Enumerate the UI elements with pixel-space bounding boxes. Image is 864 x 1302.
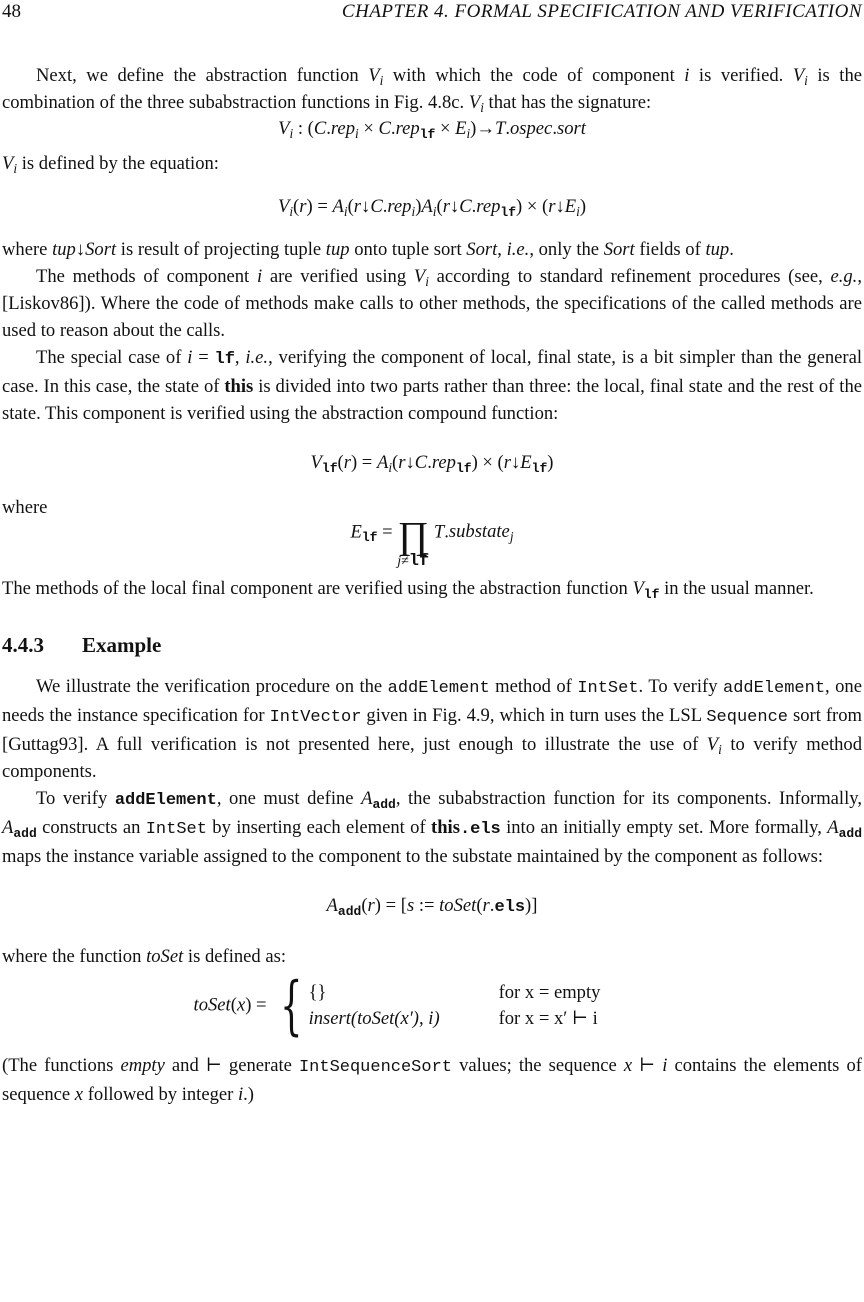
paragraph-example-intro: We illustrate the verification procedure on the addElement method of IntSet. To verify addElement, one needs the instance specification for IntVector given in Fig. 4.9, which in turn uses the LSL Sequence sort from [Guttag93]. A full verification is not presented here, just enough to illustrate the use of $V_i$ to verify method components. (2, 676, 863, 782)
paragraph-where: where (2, 497, 48, 518)
paragraph-abstraction-function: Next, we define the abstraction function $V_i$ with which the code of component i is verified. $V_i$ is the combination of the three subabstraction functions in Fig. 4.8c. $V_i$ that has the signature: (2, 65, 863, 115)
paragraph-projection: where tup↓Sort is result of projecting tuple tup onto tuple sort Sort, i.e., only the Sort fields of tup. (2, 239, 734, 260)
equation-toset-cases: toSet(x) = { {} for x = empty insert(toSet(x′), i) for x = x′ ⊢ i (2, 978, 862, 1034)
section-number: 4.4.3 (2, 633, 44, 657)
left-brace: { (280, 969, 303, 1043)
paragraph-methods-verified: The methods of component i are verified using $V_i$ according to standard refinement procedures (see, e.g., [Liskov86]). Where the code of methods make calls to other methods, the specifications of the called methods are used to reason about the calls. (2, 266, 862, 341)
equation-vi: $V_i(r)$ = $A_i(r↓C.rep_i)A_i(r↓C.rep_{lf})$ × $(r↓E_i)$ (277, 196, 587, 220)
cases-table: {} for x = empty insert(toSet(x′), i) for x = x′ ⊢ i (308, 982, 601, 1029)
paragraph-local-final-methods: The methods of the local final component are verified using the abstraction function $V_{lf}$ in the usual manner. (2, 578, 814, 602)
paragraph-defined-by: $V_i$ is defined by the equation: (2, 153, 219, 176)
equation-elf-product: $E_{lf}$ = ∏ j≠lf T.substate$_j$ (350, 515, 514, 571)
chapter-title: CHAPTER 4. FORMAL SPECIFICATION AND VERIFICATION (341, 1, 862, 22)
equation-vlf: $V_{lf}(r)$ = $A_i(r↓C.rep_{lf})$ × $(r↓E_{lf})$ (310, 452, 554, 476)
section-heading (2, 632, 862, 659)
section-title: Example (82, 633, 162, 657)
equation-signature: $V_i$ : $(C.rep_i \times C.rep_{lf} \times E_i)\to T.ospec.sort$ (278, 118, 586, 142)
paragraph-special-case: The special case of i = lf, i.e., verifying the component of local, final state, is a bit simpler than the general case. In this case, the state of this is divided into two parts rather than three: the local, final state and the rest of the state. This component is verified using the abstraction compound function: (2, 347, 863, 424)
paragraph-toset-defined: where the function toSet is defined as: (2, 946, 287, 967)
equation-aadd: $A_{add}(r) = [s$ := toSet(r.els)] (326, 895, 538, 919)
paragraph-define-aadd: To verify addElement, one must define $A_{add}$, the subabstraction function for its components. Informally, $A_{add}$ constructs an IntSet by inserting each element of this.els into an initially empty set. More formally, $A_{add}$ maps the instance variable assigned to the component to the substate maintained by the component as follows: (2, 788, 863, 867)
product-symbol: ∏ j≠lf (397, 515, 430, 571)
page-number: 48 (2, 1, 21, 22)
paragraph-functions-note: (The functions empty and ⊢ generate IntSequenceSort values; the sequence x ⊢ i contains the elements of sequence x followed by integer i.) (2, 1055, 862, 1105)
running-header (2, 0, 862, 26)
body-text (2, 62, 862, 1108)
